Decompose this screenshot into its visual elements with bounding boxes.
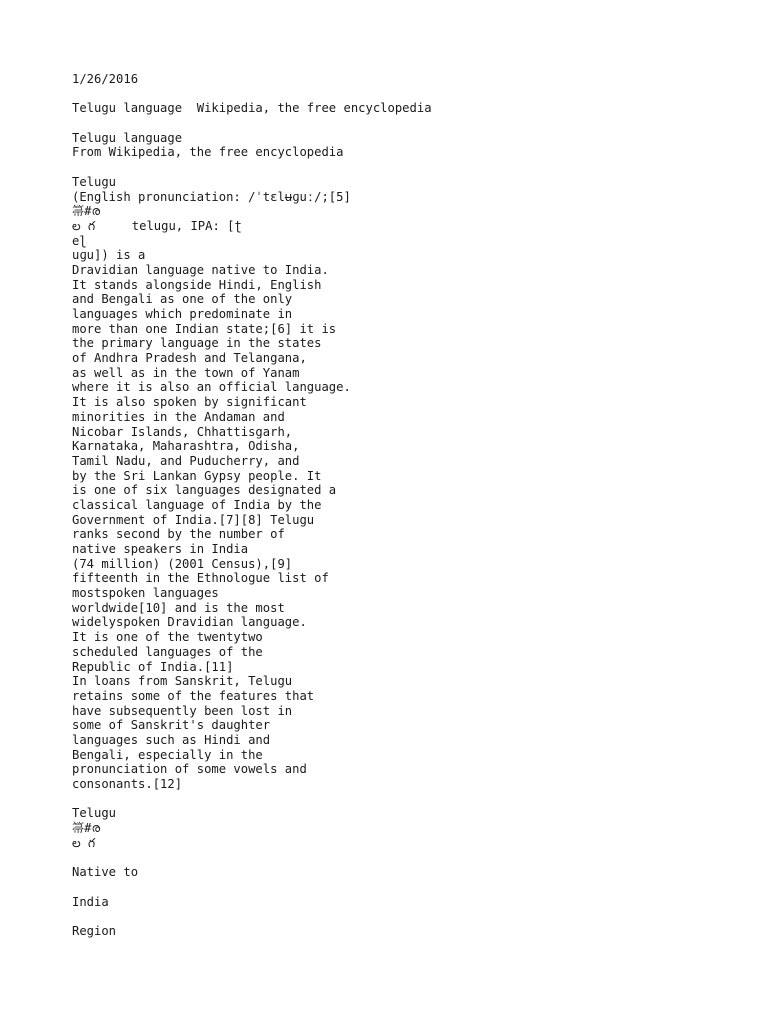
body-line: Nicobar Islands, Chhattisgarh, bbox=[72, 424, 293, 439]
body-line: native speakers in India bbox=[72, 542, 249, 556]
body-line: (74 million) (2001 Census),[9] bbox=[72, 556, 293, 571]
spacer bbox=[72, 792, 732, 807]
body-line: widelyspoken Dravidian language. bbox=[72, 615, 307, 630]
body-line: Tamil Nadu, and Puducherry, and bbox=[72, 453, 300, 468]
body-line: mostspoken languages bbox=[72, 586, 219, 601]
print-date: 1/26/2016 bbox=[72, 72, 139, 86]
body-line: fifteenth in the Ethnologue list of bbox=[72, 571, 329, 586]
body-line: Bengali, especially in the bbox=[72, 747, 263, 762]
spacer bbox=[72, 880, 732, 895]
body-line: retains some of the features that bbox=[72, 688, 315, 703]
body-line: minorities in the Andaman and bbox=[72, 409, 285, 424]
body-line: ల గ telugu, IPA: [ʈ bbox=[72, 218, 242, 233]
infobox-native-to-value: India bbox=[72, 894, 109, 909]
infobox-native-to-label: Native to bbox=[72, 865, 139, 880]
page-title: Telugu language bbox=[72, 130, 183, 145]
body-line: Government of India.[7][8] Telugu bbox=[72, 512, 315, 527]
body-line: Karnataka, Maharashtra, Odisha, bbox=[72, 439, 300, 454]
body-line: where it is also an official language. bbox=[72, 380, 351, 395]
body-line: uɡu]) is a bbox=[72, 248, 146, 263]
print-header-title: Telugu language Wikipedia, the free encyclopedia bbox=[72, 101, 432, 116]
infobox-title: Telugu bbox=[72, 806, 117, 821]
infobox-region-label: Region bbox=[72, 923, 117, 938]
body-line: worldwide[10] and is the most bbox=[72, 600, 285, 615]
body-line: have subsequently been lost in bbox=[72, 703, 293, 718]
body-line: more than one Indian state;[6] it is bbox=[72, 321, 337, 336]
body-line: scheduled languages of the bbox=[72, 644, 263, 659]
body-line: eɭ bbox=[72, 233, 87, 248]
body-line: In loans from Sanskrit, Telugu bbox=[72, 674, 293, 689]
spacer bbox=[72, 850, 732, 865]
body-line: is one of six languages designated a bbox=[72, 483, 337, 498]
body-line: consonants.[12] bbox=[72, 777, 183, 791]
spacer bbox=[72, 160, 732, 175]
infobox bbox=[72, 806, 732, 938]
body-line: It stands alongside Hindi, English bbox=[72, 277, 322, 292]
infobox-native-script: 箒#ര bbox=[72, 821, 101, 836]
body-line: Dravidian language native to India. bbox=[72, 262, 329, 277]
body-line: 箒#ര bbox=[72, 204, 101, 219]
document-page bbox=[72, 72, 732, 939]
article-body bbox=[72, 175, 732, 792]
body-line: languages such as Hindi and bbox=[72, 732, 271, 747]
body-line: by the Sri Lankan Gypsy people. It bbox=[72, 468, 322, 483]
body-line: as well as in the town of Yanam bbox=[72, 365, 300, 380]
body-line: (English pronunciation: /ˈtɛlʉɡuː/;[5] bbox=[72, 189, 351, 204]
body-line: Telugu bbox=[72, 174, 117, 189]
body-line: some of Sanskrit's daughter bbox=[72, 718, 271, 733]
body-line: of Andhra Pradesh and Telangana, bbox=[72, 351, 307, 366]
spacer bbox=[72, 116, 732, 131]
spacer bbox=[72, 909, 732, 924]
body-line: ranks second by the number of bbox=[72, 527, 285, 542]
page-subtitle: From Wikipedia, the free encyclopedia bbox=[72, 145, 344, 160]
body-line: Republic of India.[11] bbox=[72, 659, 234, 674]
body-line: It is also spoken by significant bbox=[72, 395, 307, 410]
body-line: pronunciation of some vowels and bbox=[72, 762, 307, 777]
infobox-native-script: ల గ bbox=[72, 835, 103, 850]
body-line: It is one of the twentytwo bbox=[72, 630, 263, 645]
body-line: and Bengali as one of the only bbox=[72, 292, 293, 307]
spacer bbox=[72, 87, 732, 102]
body-line: the primary language in the states bbox=[72, 336, 322, 351]
body-line: languages which predominate in bbox=[72, 307, 293, 321]
body-line: classical language of India by the bbox=[72, 497, 322, 512]
